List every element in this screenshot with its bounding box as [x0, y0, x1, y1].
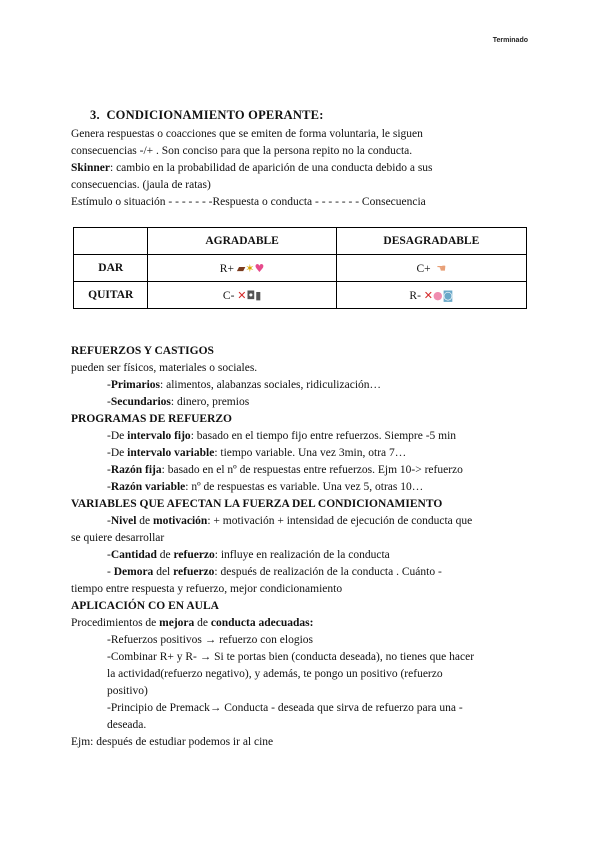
mejora-term: mejora [159, 617, 195, 629]
item-prefix: -De [107, 447, 128, 459]
intro-mid: de [194, 617, 211, 629]
list-item-continuation: la actividad(refuerzo negativo), y además, te pongo un positivo (refuerzo [107, 668, 443, 680]
refuerzos-title [71, 343, 536, 360]
cell-quitar-agradable [148, 282, 336, 309]
table-row [74, 255, 527, 282]
list-item [71, 564, 536, 581]
motivacion-term: motivación [153, 515, 208, 527]
demora-continuation: tiempo entre respuesta y refuerzo, mejor condicionamiento [71, 583, 343, 595]
soap-icon: ● [433, 288, 443, 302]
list-item [71, 445, 536, 462]
list-item [71, 479, 536, 496]
cantidad-text: : influye en realización de la conducta [214, 549, 390, 561]
variables-title [71, 496, 536, 513]
cell-value: R- [409, 289, 421, 302]
refuerzo-term: refuerzo [173, 549, 215, 561]
section-title-text: CONDICIONAMIENTO OPERANTE: [106, 108, 324, 122]
refuerzo-term: refuerzo [173, 566, 215, 578]
cross-icon: ✕ [423, 288, 433, 302]
item-term: intervalo variable [127, 447, 215, 459]
gamepad-icon: ◘ [246, 288, 256, 302]
heart-icon: ♥ [254, 261, 265, 275]
item-text: : tiempo variable. Una vez 3min, otra 7… [214, 447, 407, 459]
list-item [71, 462, 536, 479]
row-label-quitar: QUITAR [74, 282, 148, 309]
list-item [71, 428, 536, 445]
item-text: : basado en el tiempo fijo entre refuerzos. Siempre -5 min [190, 430, 457, 442]
cantidad-term: Cantidad [110, 549, 157, 561]
primarios-text: : alimentos, alabanzas sociales, ridiculización… [160, 379, 382, 391]
list-item-continuation: positivo) [107, 685, 148, 697]
intro-pre: Procedimientos de [71, 617, 160, 629]
header-tag: Terminado [492, 37, 528, 44]
skinner-line-2: consecuencias. (jaula de ratas) [71, 179, 211, 191]
list-item: -Principio de Premack→ Conducta - deseada que sirva de refuerzo para una - [107, 702, 463, 714]
list-item: -Refuerzos positivos → refuerzo con elogios [107, 634, 313, 646]
conditioning-table [73, 227, 527, 309]
item-term: intervalo fijo [127, 430, 191, 442]
intro-block [71, 126, 536, 211]
secundarios-label: Secundarios [110, 396, 171, 408]
list-item: -Secundarios: dinero, premios [107, 396, 250, 408]
demora-prefix: - [107, 566, 114, 578]
example-line: Ejm: después de estudiar podemos ir al cine [71, 736, 274, 748]
cell-value: C+ [416, 262, 431, 275]
nivel-term: Nivel [110, 515, 137, 527]
phone-icon: ▮ [255, 288, 262, 302]
body-block [71, 343, 536, 751]
aplicacion-title [71, 598, 536, 615]
list-item: -Cantidad de refuerzo: influye en realización de la conducta [107, 549, 390, 561]
skinner-line [71, 160, 536, 177]
section-title [90, 108, 324, 123]
intro-line-2: consecuencias -/+ . Son conciso para que la persona repito no la conducta. [71, 145, 413, 157]
sparkle-icon: ✶ [245, 261, 255, 275]
intro-line-1: Genera respuestas o coacciones que se emiten de forma voluntaria, le siguen [71, 128, 423, 140]
table-header-agradable: AGRADABLE [148, 228, 336, 255]
cell-dar-desagradable [336, 255, 526, 282]
demora-del: del [153, 566, 174, 578]
aplicacion-intro [71, 615, 536, 632]
section-number: 3. [90, 108, 100, 122]
nivel-continuation: se quiere desarrollar [71, 532, 165, 544]
trash-can-icon: ◙ [442, 288, 454, 302]
cell-value: C- [222, 289, 235, 302]
cell-value: R+ [219, 262, 234, 275]
row-label-dar: DAR [74, 255, 148, 282]
chocolate-icon: ▰ [236, 261, 246, 275]
item-text: : basado en el nº de respuestas entre refuerzos. Ejm 10-> refuerzo [161, 464, 463, 476]
nivel-de: de [136, 515, 154, 527]
skinner-label: Skinner [71, 162, 110, 174]
sequence-line: Estímulo o situación - - - - - - -Respuesta o conducta - - - - - - - Consecuencia [71, 196, 426, 208]
table-header-desagradable: DESAGRADABLE [336, 228, 526, 255]
list-item-continuation: deseada. [107, 719, 147, 731]
primarios-label: Primarios [110, 379, 161, 391]
table-corner-cell [74, 228, 148, 255]
table-row [74, 282, 527, 309]
programas-title [71, 411, 536, 428]
list-item: -Primarios: alimentos, alabanzas sociales, ridiculización… [107, 379, 382, 391]
secundarios-text: : dinero, premios [170, 396, 250, 408]
list-item: -Nivel de motivación: + motivación + intensidad de ejecución de conducta que [107, 515, 473, 527]
item-prefix: - [107, 481, 111, 493]
aplicacion-title-text: APLICACIÓN CO EN AULA [71, 600, 219, 612]
cantidad-de: de [156, 549, 174, 561]
item-text: : nº de respuestas es variable. Una vez 5, otras 10… [185, 481, 424, 493]
list-item: -Combinar R+ y R- → Si te portas bien (conducta deseada), no tienes que hacer [107, 651, 475, 663]
nivel-text: : + motivación + intensidad de ejecución de conducta que [207, 515, 473, 527]
item-term: Razón fija [110, 464, 162, 476]
programas-title-text: PROGRAMAS DE REFUERZO [71, 413, 233, 425]
cross-icon: ✕ [237, 288, 247, 302]
refuerzos-intro: pueden ser físicos, materiales o sociales. [71, 362, 258, 374]
variables-title-text: VARIABLES QUE AFECTAN LA FUERZA DEL CONDICIONAMIENTO [71, 498, 443, 510]
skinner-text: : cambio en la probabilidad de aparición de una conducta debido a sus [110, 162, 433, 174]
refuerzos-title-text: REFUERZOS Y CASTIGOS [71, 345, 214, 357]
cell-dar-agradable [148, 255, 336, 282]
item-prefix: - [107, 464, 111, 476]
item-prefix: -De [107, 430, 128, 442]
cell-quitar-desagradable [336, 282, 526, 309]
demora-term: Demora [113, 566, 154, 578]
table-header-row [74, 228, 527, 255]
conducta-term: conducta adecuadas: [210, 617, 314, 629]
demora-text: : después de realización de la conducta . Cuánto - [214, 566, 442, 578]
slap-hand-icon: ☚ [436, 261, 447, 275]
item-term: Razón variable [110, 481, 186, 493]
